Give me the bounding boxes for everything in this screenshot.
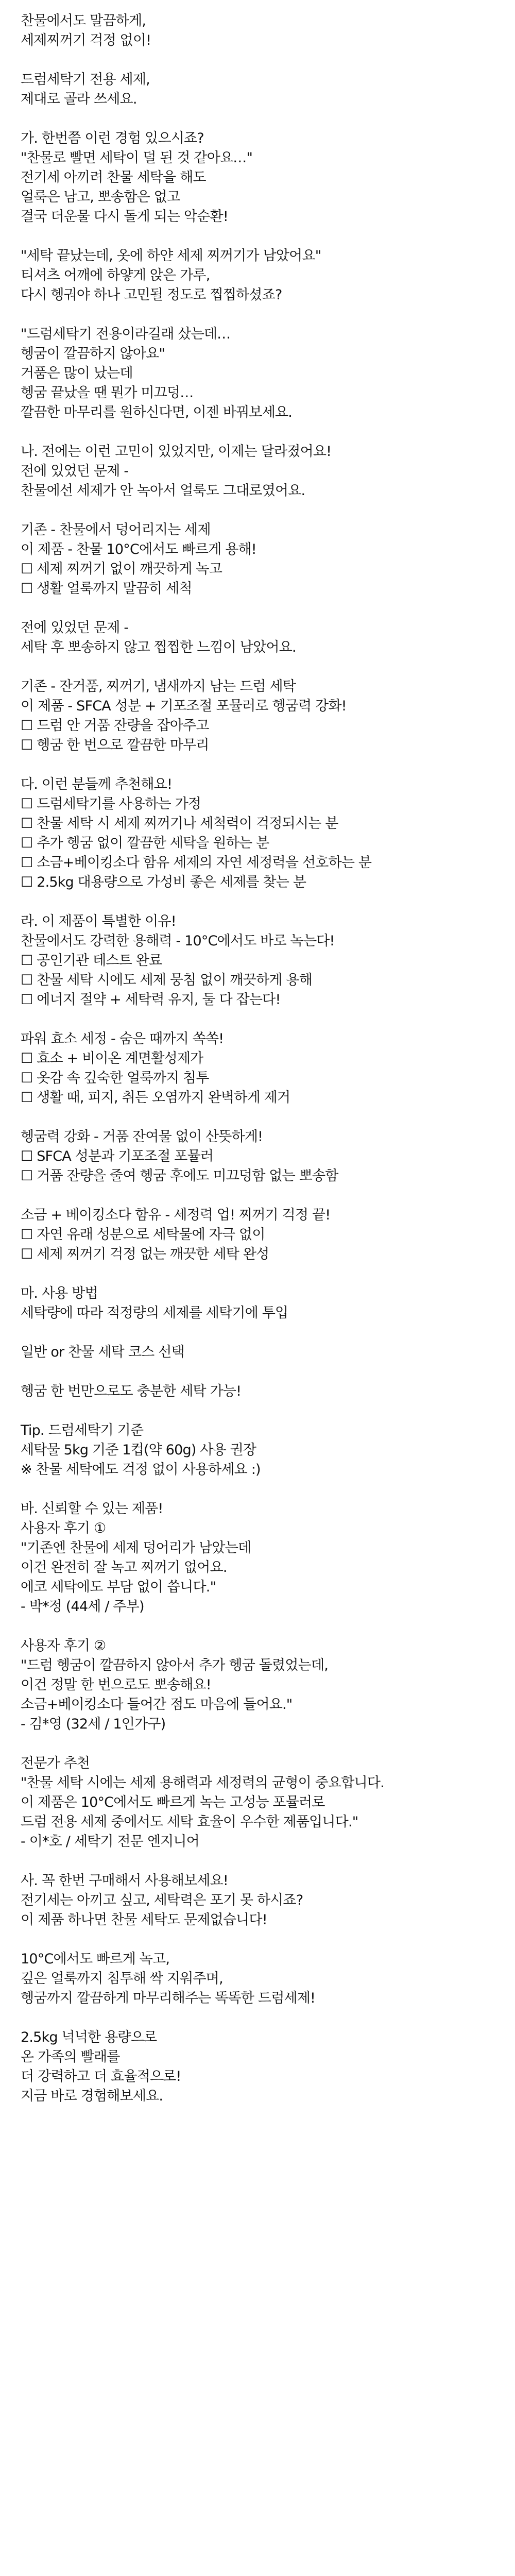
text-line: "기존엔 찬물에 세제 덩어리가 남았는데 <box>21 1540 251 1556</box>
text-line: ☐ 자연 유래 성분으로 세탁물에 자극 없이 <box>21 1227 265 1243</box>
text-line: ☐ 세제 찌꺼기 걱정 없는 깨끗한 세탁 완성 <box>21 1246 269 1262</box>
text-section <box>21 2028 515 2106</box>
text-line: ☐ 2.5kg 대용량으로 가성비 좋은 세제를 찾는 분 <box>21 874 306 890</box>
text-section <box>21 775 515 892</box>
text-line: Tip. 드럼세탁기 기준 <box>21 1422 144 1438</box>
text-line: 기존 - 찬물에서 덩어리지는 세제 <box>21 522 211 538</box>
text-section <box>21 1284 515 1323</box>
text-line: 파워 효소 세정 - 숨은 때까지 쏙쏙! <box>21 1031 224 1047</box>
text-line: 헹굼 끝났을 땐 뭔가 미끄덩… <box>21 385 194 401</box>
text-line: 기존 - 잔거품, 찌꺼기, 냄새까지 남는 드럼 세탁 <box>21 679 296 694</box>
text-line: 이 제품 - SFCA 성분 + 기포조절 포뮬러로 헹굼력 강화! <box>21 698 347 714</box>
text-line: 얼룩은 남고, 뽀송함은 없고 <box>21 189 180 205</box>
text-line: 거품은 많이 났는데 <box>21 365 133 381</box>
text-section <box>21 1636 515 1734</box>
text-line: 헹굼까지 깔끔하게 마무리해주는 똑똑한 드럼세제! <box>21 1990 316 2006</box>
text-line: 전에 있었던 문제 - <box>21 620 129 636</box>
text-line: ☐ 드럼세탁기를 사용하는 가정 <box>21 796 201 812</box>
text-section <box>21 1871 515 1930</box>
text-line: ☐ 찬물 세탁 시 세제 찌꺼기나 세척력이 걱정되시는 분 <box>21 816 338 832</box>
text-line: ☐ 옷감 속 깊숙한 얼룩까지 침투 <box>21 1070 209 1086</box>
text-line: ☐ 세제 찌꺼기 없이 깨끗하게 녹고 <box>21 561 222 577</box>
text-line: ☐ 소금+베이킹소다 함유 세제의 자연 세정력을 선호하는 분 <box>21 855 372 871</box>
text-section <box>21 246 515 305</box>
text-line: 찬물에서도 강력한 용해력 - 10°C에서도 바로 녹는다! <box>21 933 335 949</box>
text-line: 에코 세탁에도 부담 없이 씁니다." <box>21 1579 216 1595</box>
text-section <box>21 912 515 1010</box>
text-section <box>21 1382 515 1401</box>
text-line: 세탁량에 따라 적정량의 세제를 세탁기에 투입 <box>21 1305 288 1321</box>
text-line: 일반 or 찬물 세탁 코스 선택 <box>21 1344 184 1360</box>
text-section <box>21 1499 515 1617</box>
text-line: 제대로 골라 쓰세요. <box>21 91 137 107</box>
text-line: 세탁물 5kg 기준 1컵(약 60g) 사용 권장 <box>21 1442 256 1458</box>
text-line: 세탁 후 뽀송하지 않고 찝찝한 느낌이 남았어요. <box>21 639 296 655</box>
text-line: ☐ 생활 얼룩까지 말끔히 세척 <box>21 581 192 597</box>
text-line: 전기세 아끼려 찬물 세탁을 해도 <box>21 170 206 185</box>
text-section <box>21 1950 515 2008</box>
text-line: 깔끔한 마무리를 원하신다면, 이젠 바꿔보세요. <box>21 404 293 420</box>
text-section <box>21 1421 515 1480</box>
text-line: 사용자 후기 ① <box>21 1520 106 1536</box>
text-line: 지금 바로 경험해보세요. <box>21 2088 163 2104</box>
text-line: 10°C에서도 빠르게 녹고, <box>21 1951 170 1967</box>
text-line: - 박*정 (44세 / 주부) <box>21 1599 144 1615</box>
text-section <box>21 677 515 755</box>
text-line: 바. 신뢰할 수 있는 제품! <box>21 1501 163 1517</box>
text-line: 다. 이런 분들께 추천해요! <box>21 776 172 792</box>
text-line: ☐ 헹굼 한 번으로 깔끔한 마무리 <box>21 737 209 753</box>
text-line: 나. 전에는 이런 고민이 있었지만, 이제는 달라졌어요! <box>21 444 332 460</box>
text-line: 헹굼력 강화 - 거품 잔여물 없이 산뜻하게! <box>21 1129 263 1145</box>
text-section <box>21 325 515 422</box>
text-line: 찬물에선 세제가 안 녹아서 얼룩도 그대로였어요. <box>21 483 305 499</box>
text-line: 전기세는 아끼고 싶고, 세탁력은 포기 못 하시죠? <box>21 1892 303 1908</box>
text-line: 전문가 추천 <box>21 1755 90 1771</box>
text-line: ☐ 공인기관 테스트 완료 <box>21 953 162 969</box>
text-line: 티셔츠 어깨에 하얗게 앉은 가루, <box>21 267 210 283</box>
text-line: 더 강력하고 더 효율적으로! <box>21 2069 181 2084</box>
text-line: ※ 찬물 세탁에도 걱정 없이 사용하세요 :) <box>21 1462 261 1478</box>
text-line: 다시 헹궈야 하나 고민될 정도로 찝찝하셨죠? <box>21 287 282 303</box>
text-line: 이건 완전히 잘 녹고 찌꺼기 없어요. <box>21 1560 227 1575</box>
text-line: 이 제품은 10°C에서도 빠르게 녹는 고성능 포뮬러로 <box>21 1794 325 1810</box>
text-section <box>21 1029 515 1108</box>
text-section <box>21 129 515 227</box>
text-line: ☐ 추가 헹굼 없이 깔끔한 세탁을 원하는 분 <box>21 835 269 851</box>
text-section <box>21 618 515 657</box>
text-line: 결국 더운물 다시 돌게 되는 악순환! <box>21 209 228 225</box>
text-line: 헹굼 한 번만으로도 충분한 세탁 가능! <box>21 1383 242 1399</box>
text-section <box>21 1206 515 1264</box>
text-line: 소금 + 베이킹소다 함유 - 세정력 업! 찌꺼기 걱정 끝! <box>21 1207 331 1223</box>
text-line: 헹굼이 깔끔하지 않아요" <box>21 346 165 362</box>
text-line: ☐ 에너지 절약 + 세탁력 유지, 둘 다 잡는다! <box>21 992 281 1008</box>
text-line: 2.5kg 넉넉한 용량으로 <box>21 2029 157 2045</box>
text-line: 깊은 얼룩까지 침투해 싹 지워주며, <box>21 1971 223 1987</box>
text-section <box>21 70 515 109</box>
text-line: ☐ 효소 + 비이온 계면활성제가 <box>21 1050 203 1066</box>
text-line: "드럼세탁기 전용이라길래 샀는데… <box>21 326 231 342</box>
text-line: 세제찌꺼기 걱정 없이! <box>21 32 151 48</box>
text-line: "드럼 헹굼이 깔끔하지 않아서 추가 헹굼 돌렸었는데, <box>21 1657 329 1673</box>
text-section <box>21 442 515 501</box>
text-line: 온 가족의 빨래를 <box>21 2049 120 2065</box>
text-line: 마. 사용 방법 <box>21 1285 98 1301</box>
text-line: 찬물에서도 말끔하게, <box>21 13 146 29</box>
text-line: 사. 꼭 한번 구매해서 사용해보세요! <box>21 1873 228 1889</box>
text-line: 이 제품 하나면 찬물 세탁도 문제없습니다! <box>21 1912 267 1928</box>
text-line: 이 제품 - 찬물 10°C에서도 빠르게 용해! <box>21 541 256 557</box>
text-line: "세탁 끝났는데, 옷에 하얀 세제 찌꺼기가 남았어요" <box>21 248 321 264</box>
text-section <box>21 520 515 599</box>
text-line: ☐ 찬물 세탁 시에도 세제 뭉침 없이 깨끗하게 용해 <box>21 972 313 988</box>
text-line: - 이*호 / 세탁기 전문 엔지니어 <box>21 1834 199 1850</box>
text-line: 가. 한번쯤 이런 경험 있으시죠? <box>21 130 204 146</box>
text-line: - 김*영 (32세 / 1인가구) <box>21 1716 166 1732</box>
text-line: 전에 있었던 문제 - <box>21 463 129 479</box>
text-line: "찬물 세탁 시에는 세제 용해력과 세정력의 균형이 중요합니다. <box>21 1775 384 1791</box>
text-line: ☐ 생활 때, 피지, 취든 오염까지 완벽하게 제거 <box>21 1090 290 1106</box>
text-line: ☐ SFCA 성분과 기포조절 포뮬러 <box>21 1148 214 1164</box>
text-line: 드럼 전용 세제 중에서도 세탁 효율이 우수한 제품입니다." <box>21 1814 358 1830</box>
text-section <box>21 1127 515 1186</box>
text-section <box>21 1343 515 1362</box>
text-line: ☐ 거품 잔량을 줄여 헹굼 후에도 미끄덩함 없는 뽀송함 <box>21 1168 338 1184</box>
text-line: 이건 정말 한 번으로도 뽀송해요! <box>21 1677 211 1693</box>
text-line: 드럼세탁기 전용 세제, <box>21 72 150 88</box>
text-line: 소금+베이킹소다 들어간 점도 마음에 들어요." <box>21 1697 293 1713</box>
text-line: 라. 이 제품이 특별한 이유! <box>21 913 176 929</box>
text-section <box>21 1754 515 1852</box>
text-line: "찬물로 빨면 세탁이 덜 된 것 같아요…" <box>21 150 253 166</box>
text-section <box>21 11 515 50</box>
text-line: 사용자 후기 ② <box>21 1638 106 1654</box>
text-line: ☐ 드럼 안 거품 잔량을 잡아주고 <box>21 718 209 734</box>
